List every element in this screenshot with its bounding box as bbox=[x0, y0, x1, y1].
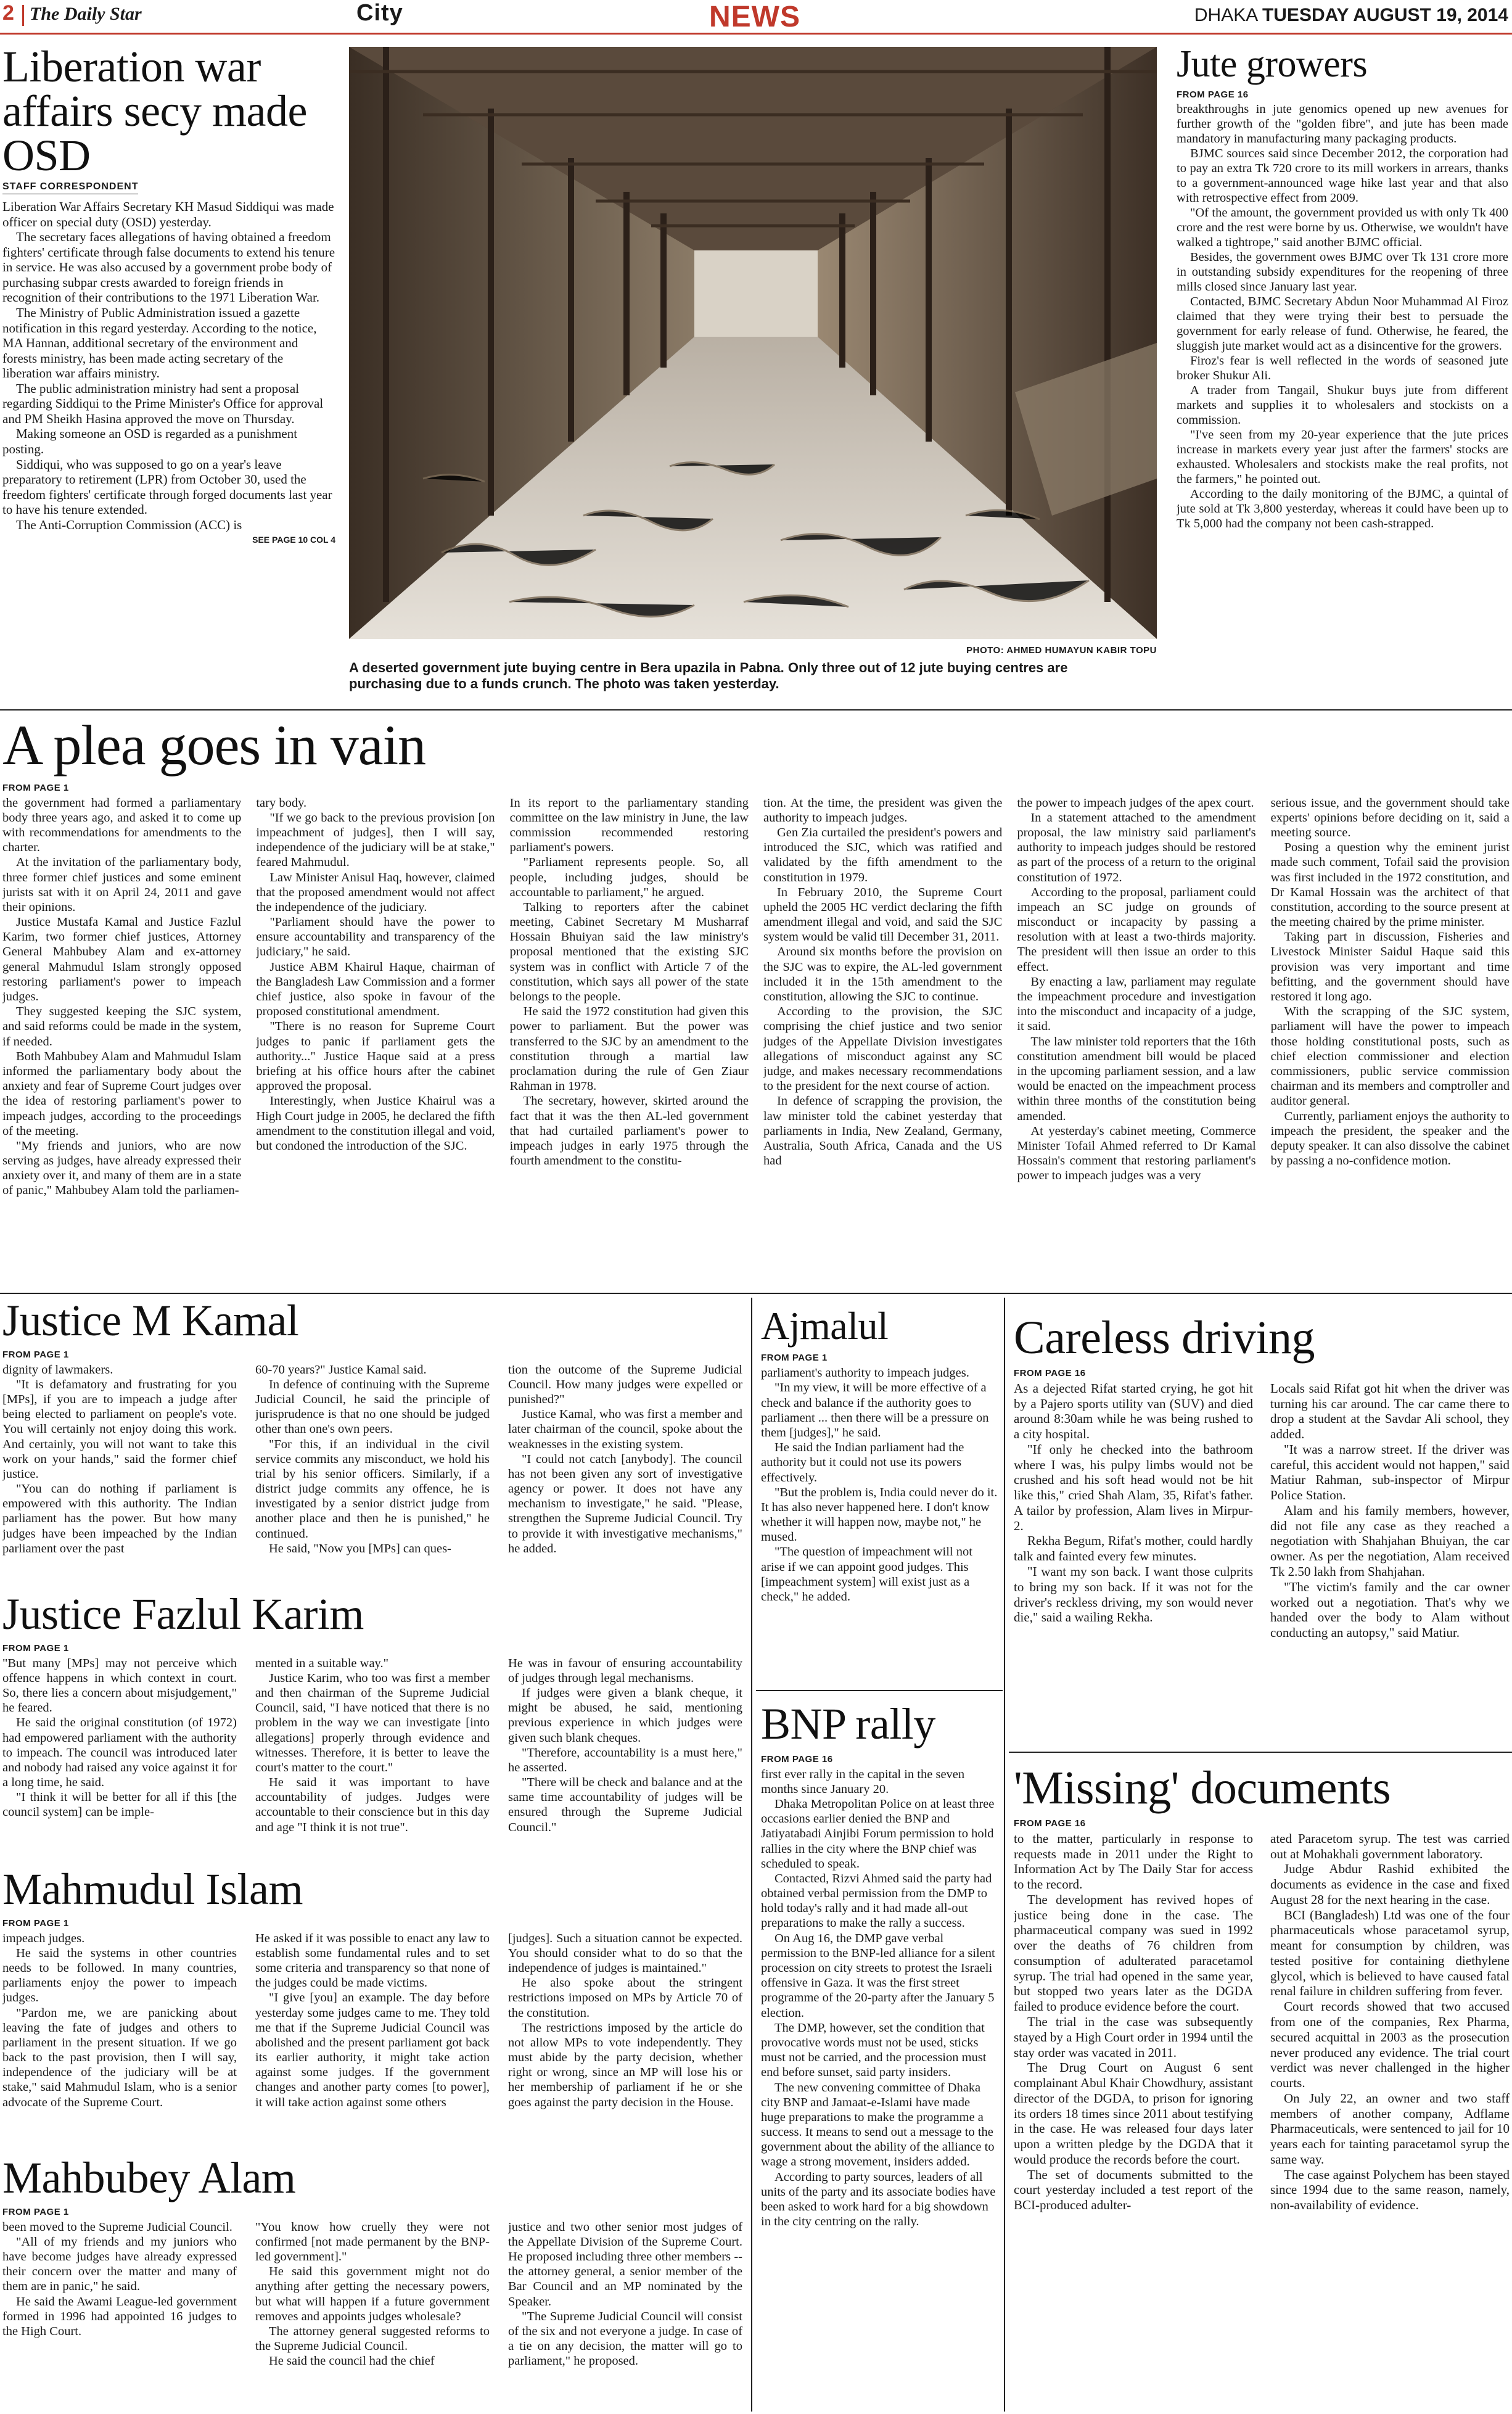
kamal-column-1 bbox=[2, 1362, 237, 1584]
paragraph: According to the proposal, parliament could impeach an SC judge on grounds of misconduct or incapacity by passing a resolution with at least a two-thirds majority. The president will then issue an order to this effect. bbox=[1017, 885, 1256, 974]
paragraph: If judges were given a blank cheque, it might be abused, he said, mentioning previous experience in which judges were given such blank cheques. bbox=[508, 1686, 742, 1745]
column-rule bbox=[751, 1298, 752, 2412]
paragraph: Currently, parliament enjoys the authority to impeach the president, the speaker and the deputy speaker. It can also dissolve the cabinet by passing a no-confidence motion. bbox=[1270, 1109, 1510, 1168]
paragraph: The new convening committee of Dhaka city BNP and Jamaat-e-Islami have made huge preparations to make the programme a success. It means to send out a message to the government about the ability of the alliance to wage a strong movement, insiders added. bbox=[761, 2080, 995, 2169]
dateline-city: DHAKA bbox=[1194, 5, 1257, 25]
warehouse-illustration bbox=[349, 47, 1157, 639]
dateline bbox=[1194, 5, 1508, 26]
paragraph: Justice Mustafa Kamal and Justice Fazlul Karim, two former chief justices, Attorney General Mahbubey Alam and ex-attorney general Mahmudul Islam strongly opposed restoring parliament's power to impeach judges. bbox=[2, 915, 242, 1004]
paragraph: "I think it will be better for all if this [the council system] can be imple- bbox=[2, 1790, 237, 1819]
kamal-column-2 bbox=[255, 1362, 490, 1584]
paragraph: The case against Polychem has been stayed since 1994 due to the same reason, namely, non-availability of evidence. bbox=[1270, 2167, 1510, 2213]
paragraph: As a dejected Rifat started crying, he got hit by a Pajero sports utility van (SUV) and died around 8:30am while he was being rushed to a city hospital. bbox=[1014, 1380, 1253, 1442]
paragraph: According to the provision, the SJC comprising the chief justice and two senior judges of the Appellate Division investigates allegations of misconduct against any SC judge, and makes necessary recommendations to the president for the next course of action. bbox=[763, 1005, 1003, 1094]
paragraph: first ever rally in the capital in the seven months since January 20. bbox=[761, 1767, 965, 1796]
headline-bnp: BNP rally bbox=[761, 1699, 935, 1749]
paragraph: The Drug Court on August 6 sent complainant Abul Khair Chowdhury, assistant director of the DGDA, to prison for ignoring its orders 18 times since 2011 about testifying in the case. He was released four days later upon a written pledge by the DGDA that it would produce the records before the court. bbox=[1014, 2060, 1253, 2167]
paragraph: He said it was important to have accountability of judges. Judges were accountable to their conscience but in this day and age "I think it is not true". bbox=[255, 1776, 490, 1834]
islam-columns bbox=[2, 1931, 742, 2147]
jute-centre-photo bbox=[349, 47, 1157, 639]
paragraph: "There is no reason for Supreme Court judges to panic if parliament gets the authority..." Justice Haque said at a press briefing at his office hours after the cabinet approved the proposal. bbox=[256, 1020, 495, 1094]
paragraph: serious issue, and the government should take experts' opinions before deciding on it, said a meeting source. bbox=[1270, 796, 1510, 839]
story-alam bbox=[2, 2155, 742, 2412]
dateline-date: TUESDAY AUGUST 19, 2014 bbox=[1262, 5, 1508, 25]
paragraph: In its report to the parliamentary standing committee on the law ministry in June, the law commission recommended restoring parliament's powers. bbox=[509, 796, 749, 855]
paragraph: They suggested keeping the SJC system, and said reforms could be made in the system, if needed. bbox=[2, 1005, 242, 1048]
paragraph: A trader from Tangail, Shukur buys jute from different markets and supplies it to wholesalers and stockists on a commission. bbox=[1177, 383, 1508, 427]
paragraph: On July 22, an owner and two staff members of another company, Adflame Pharmaceuticals, were sentenced to jail for 10 years each for tainting paracetamol syrup the same way. bbox=[1270, 2090, 1510, 2167]
kicker-careless: FROM PAGE 16 bbox=[1014, 1367, 1086, 1378]
section-divider bbox=[0, 1293, 1512, 1294]
paragraph: the government had formed a parliamentary body three years ago, and asked it to come up with recommendations for amendments to the charter. bbox=[2, 796, 242, 855]
kamal-column-3 bbox=[508, 1362, 742, 1584]
paragraph: The secretary faces allegations of having obtained a freedom fighters' certificate through false documents to extend his tenure in service. He was also accused by a government probe body of purchasing subpar crests awarded to foreign friends in recognition of their contributions to the 1971 Liberation War. bbox=[2, 229, 335, 305]
masthead-divider bbox=[22, 5, 24, 26]
paragraph: "Of the amount, the government provided us with only Tk 400 crore and the rest were borne by us. Otherwise, we wouldn't have walked a tightrope," said another BJMC official. bbox=[1177, 205, 1508, 249]
paragraph: Justice ABM Khairul Haque, chairman of the Bangladesh Law Commission and a former chief justice, also spoke in favour of the proposed constitutional amendment. bbox=[256, 960, 495, 1019]
islam-column-1 bbox=[2, 1931, 237, 2147]
story-ajmalul bbox=[761, 1305, 998, 1687]
paragraph: In defence of scrapping the provision, the law minister told the cabinet yesterday that parliaments in India, New Zealand, Germany, Australia, South Africa, Canada and the US had bbox=[763, 1094, 1003, 1168]
paragraph: At yesterday's cabinet meeting, Commerce Minister Tofail Ahmed referred to Dr Kamal Hossain's comment that restoring parliament's power to impeach judges was a very bbox=[1017, 1124, 1256, 1183]
paragraph: Alam and his family members, however, did not file any case as they reached a negotiation with Shahjahan Bhuiyan, the car owner. As per the negotiation, Alam received Tk 2.50 lakh from Shahjahan. bbox=[1270, 1502, 1510, 1579]
paragraph: The development has revived hopes of justice being done in the case. The pharmaceutical company was sued in 1992 over the deaths of 76 children from consumption of adulterated paracetamol syrup. The trial had opened in the same year, but stopped two years later as the DGDA failed to produce evidence before the court. bbox=[1014, 1892, 1253, 2014]
headline-plea: A plea goes in vain bbox=[2, 714, 426, 777]
story-bnp bbox=[761, 1701, 998, 2410]
paragraph: He also spoke about the stringent restrictions imposed on MPs by Article 70 of the constitution. bbox=[508, 1976, 742, 2020]
byline-osd: STAFF CORRESPONDENT bbox=[2, 181, 138, 194]
paragraph: Law Minister Anisul Haq, however, claimed that the proposed amendment would not affect the independence of the judiciary. bbox=[256, 870, 495, 914]
headline-missing: 'Missing' documents bbox=[1014, 1762, 1391, 1814]
story-careless bbox=[1014, 1314, 1510, 1745]
paragraph: He said the Awami League-led government formed in 1996 had appointed 16 judges to the High Court. bbox=[2, 2294, 237, 2338]
paragraph: The public administration ministry had sent a proposal regarding Siddiqui to the Prime Minister's Office for approval and PM Sheikh Hasina approved the move on Thursday. bbox=[2, 381, 324, 426]
paragraph: Making someone an OSD is regarded as a punishment posting. bbox=[2, 426, 298, 456]
paragraph: "Therefore, accountability is a must here," he asserted. bbox=[508, 1745, 742, 1774]
paragraph: BCI (Bangladesh) Ltd was one of the four pharmaceuticals whose paracetamol syrup, meant for consumption by children, was tested positive for containing diethylene glycol, which is believed to have caused fatal renal failure in children suffering from fever. bbox=[1270, 1907, 1510, 1999]
paragraph: "I give [you] an example. The day before yesterday some judges came to me. They told me that if the Supreme Judicial Council was abolished and the present parliament got back its earlier authority, it might take action against some judges. If the government changes and another party comes [to power], it will take action against some others bbox=[255, 1991, 490, 2109]
paper-name: The Daily Star bbox=[30, 4, 142, 24]
paragraph: "You can do nothing if parliament is empowered with this authority. The Indian parliament has the power. But how many judges have been impeached by the Indian parliament over the past bbox=[2, 1482, 237, 1555]
karim-column-3 bbox=[508, 1656, 742, 1860]
islam-column-3 bbox=[508, 1931, 742, 2147]
paragraph: "In my view, it will be more effective of a check and balance if the authority goes to parliament ... then there will be a pressure on them [judges]," he said. bbox=[761, 1381, 989, 1440]
paragraph: In a statement attached to the amendment proposal, the law ministry said parliament's authority to impeach judges should be restored as part of the process of a return to the original constitution of 1972. bbox=[1017, 810, 1256, 884]
paragraph: He said, "Now you [MPs] can ques- bbox=[269, 1541, 451, 1555]
plea-column-6 bbox=[1271, 796, 1510, 1289]
kicker-ajmalul: FROM PAGE 1 bbox=[761, 1353, 828, 1364]
paragraph: Judge Abdur Rashid exhibited the documents as evidence in the case and fixed August 28 for the next hearing in the case. bbox=[1270, 1861, 1510, 1907]
story-missing bbox=[1014, 1764, 1510, 2412]
paragraph: "It is defamatory and frustrating for you [MPs], if you are to impeach a judge after being elected to parliament on people's vote. You will certainly not enjoy doing this work. And certainly, you will not want to take this work on your hands," said the former chief justice. bbox=[2, 1377, 237, 1481]
photo-caption: A deserted government jute buying centre in Bera upazila in Pabna. Only three out of 12 jute buying centres are purchasing due to a funds crunch. The photo was taken yesterday. bbox=[349, 660, 1068, 692]
continuation-osd: SEE PAGE 10 COL 4 bbox=[252, 535, 335, 545]
paragraph: "I've seen from my 20-year experience that the jute prices increase in markets every year just after the farmers' stocks are exhausted. Wholesalers and stockists make the real profits, not the farmers," he pointed out. bbox=[1177, 427, 1508, 486]
plea-columns bbox=[2, 796, 1510, 1289]
paragraph: "All of my friends and my juniors who have become judges have already expressed their concern over the matter and many of them are in panic," he said. bbox=[2, 2235, 237, 2294]
paragraph: Justice Karim, who too was first a member and then chairman of the Supreme Judicial Council, said, "I have noticed that there is no problem in the way we can investigate [into allegations] properly through evidence and witnesses. Therefore, it is better to leave the court's matter to the court." bbox=[255, 1671, 490, 1774]
paragraph: Interestingly, when Justice Khairul was a High Court judge in 2005, he declared the fifth amendment to the constitution illegal and void, but condoned the introduction of the SJC. bbox=[256, 1094, 495, 1153]
section-divider bbox=[756, 1690, 1003, 1691]
paragraph: "For this, if an individual in the civil service commits any misconduct, we hold his trial by his senior officers. Similarly, if a district judge commits any offence, he is investigated by a senior district judge from another place and then he is punished," he continued. bbox=[255, 1437, 490, 1541]
headline-ajmalul: Ajmalul bbox=[761, 1304, 889, 1348]
paragraph: Dhaka Metropolitan Police on at least three occasions earlier denied the BNP and Jatiyatabadi Ainjibi Forum permission to hold rallies in the city where the BNP chief was scheduled to speak. bbox=[761, 1797, 995, 1871]
paragraph: Liberation War Affairs Secretary KH Masud Siddiqui was made officer on special duty (OSD) yesterday. bbox=[2, 199, 334, 229]
paragraph: Gen Zia curtailed the president's powers and introduced the SJC, which was ratified and validated by the fifth amendment to the constitution in 1979. bbox=[763, 825, 1003, 884]
paragraph: BJMC sources said since December 2012, the corporation had to pay an extra Tk 720 crore to its mill workers in arrears, thanks to a government-announced wage hike last year and that also with retrospective effect from 2009. bbox=[1177, 147, 1508, 205]
paragraph: He asked if it was possible to enact any law to establish some fundamental rules and to set some criteria and transparency so that none of the judges could be made victims. bbox=[255, 1931, 490, 1990]
kicker-bnp: FROM PAGE 16 bbox=[761, 1753, 833, 1765]
paragraph: In defence of continuing with the Supreme Judicial Council, he said the principle of jurisprudence is that no one should be judged other than one's own peers. bbox=[255, 1377, 490, 1436]
paragraph: Taking part in discussion, Fisheries and Livestock Minister Saidul Haque said this provision was very important and time befitting, and the government should have restored it long ago. bbox=[1270, 930, 1510, 1004]
section-name: City bbox=[356, 0, 403, 26]
alam-column-1 bbox=[2, 2220, 237, 2411]
paragraph: The attorney general suggested reforms to the Supreme Judicial Council. bbox=[255, 2324, 490, 2354]
paragraph: The law minister told reporters that the 16th constitution amendment bill would be placed in the upcoming parliament session, and a law would be enacted on the impeachment process within three months of the constitution being amended. bbox=[1017, 1034, 1256, 1123]
missing-column-2 bbox=[1270, 1831, 1510, 2411]
alam-column-3 bbox=[508, 2220, 742, 2411]
plea-column-3 bbox=[510, 796, 749, 1289]
kicker-plea: FROM PAGE 1 bbox=[2, 782, 69, 793]
paragraph: tion. At the time, the president was given the authority to impeach judges. bbox=[763, 796, 1003, 825]
paragraph: Siddiqui, who was supposed to go on a year's leave preparatory to retirement (LPR) from October 30, used the freedom fighters' certificate through forged documents last year to have his tenure extended. bbox=[2, 456, 332, 517]
alam-column-2 bbox=[255, 2220, 490, 2411]
paragraph: Firoz's fear is well reflected in the words of seasoned jute broker Shukur Ali. bbox=[1177, 353, 1508, 382]
paragraph: According to party sources, leaders of all units of the party and its associate bodies have been asked to work hard for a big showdown in the city centring on the rally. bbox=[761, 2170, 996, 2229]
headline-alam: Mahbubey Alam bbox=[2, 2153, 296, 2202]
paragraph: the power to impeach judges of the apex court. bbox=[1017, 796, 1254, 810]
body-ajmalul bbox=[761, 1366, 998, 1604]
plea-column-1 bbox=[2, 796, 241, 1289]
paragraph: parliament's authority to impeach judges. bbox=[761, 1366, 969, 1380]
paragraph: Talking to reporters after the cabinet meeting, Cabinet Secretary M Musharraf Hossain Bhuiyan said the law ministry's proposal mentioned that the existing SJC system was in conflict with Article 7 of the constitution, which says all power of the state belongs to the people. bbox=[509, 900, 749, 1004]
paragraph: mented in a suitable way." bbox=[255, 1656, 388, 1670]
masthead bbox=[0, 0, 1512, 35]
karim-column-2 bbox=[255, 1656, 490, 1860]
section-divider bbox=[1009, 1752, 1512, 1753]
paragraph: "The victim's family and the car owner worked out a negotiation. That's why we handed over the body to Alam without conducting an autopsy," said Matiur. bbox=[1270, 1579, 1510, 1641]
paragraph: The Ministry of Public Administration issued a gazette notification in this regard yesterday. According to the notice, MA Hannan, additional secretary of the environment and forests ministry, has been made acting secretary of the liberation war affairs ministry. bbox=[2, 305, 317, 381]
paragraph: "The Supreme Judicial Council will consist of the six and not everyone a judge. In case of a tie on any decision, the matter will go to parliament," he proposed. bbox=[508, 2309, 742, 2368]
plea-column-2 bbox=[256, 796, 495, 1289]
paragraph: "If we go back to the previous provision [on impeachment of judges], then I will say, independence of the judiciary will be at stake," feared Mahmudul. bbox=[256, 810, 495, 870]
paragraph: The Anti-Corruption Commission (ACC) is bbox=[16, 517, 242, 532]
careless-column-1 bbox=[1014, 1381, 1253, 1739]
paragraph: breakthroughs in jute genomics opened up new avenues for further growth of the "golden fibre", and jute has been made mandatory in manufacturing many packaging products. bbox=[1177, 102, 1508, 146]
missing-columns bbox=[1014, 1831, 1510, 2411]
paragraph: "Parliament should have the power to ensure accountability and transparency of the judiciary," he said. bbox=[256, 915, 495, 959]
photo-block bbox=[349, 47, 1157, 701]
headline-osd: Liberation war affairs secy made OSD bbox=[2, 42, 307, 180]
paragraph: been moved to the Supreme Judicial Council. bbox=[2, 2220, 232, 2234]
body-osd bbox=[2, 199, 335, 532]
story-karim bbox=[2, 1591, 742, 1863]
paragraph: ated Paracetom syrup. The test was carried out at Mohakhali government laboratory. bbox=[1270, 1831, 1510, 1861]
paragraph: "I want my son back. I want those culprits to bring my son back. If it was not for the driver's reckless driving, my son would never die," said a wailing Rekha. bbox=[1014, 1563, 1253, 1625]
paragraph: Court records showed that two accused from one of the companies, Rex Pharma, secured acquittal in 2003 as the prosecution never produced any evidence. The trial court verdict was never challenged in the higher courts. bbox=[1270, 1999, 1510, 2091]
paragraph: He said the council had the chief bbox=[269, 2354, 435, 2368]
headline-karim: Justice Fazlul Karim bbox=[2, 1589, 364, 1639]
headline-islam: Mahmudul Islam bbox=[2, 1864, 303, 1914]
karim-columns bbox=[2, 1656, 742, 1860]
paragraph: Rekha Begum, Rifat's mother, could hardly talk and fainted every few minutes. bbox=[1014, 1533, 1253, 1564]
paragraph: The secretary, however, skirted around the fact that it was the then AL-led government that had curtailed parliament's power to impeach judges in early 1975 through the fourth amendment to the constitu- bbox=[509, 1094, 749, 1168]
paragraph: justice and two other senior most judges of the Appellate Division of the Supreme Court. He proposed including three other members -- the attorney general, a senior member of the Bar Council and an MP nominated by the Speaker. bbox=[508, 2220, 742, 2309]
paragraph: Locals said Rifat got hit when the driver was turning his car around. The car came there to drop a student at the Savdar Ali school, they added. bbox=[1270, 1380, 1510, 1442]
paragraph: Contacted, Rizvi Ahmed said the party had obtained verbal permission from the DMP to hold today's rally and it had made all-out preparations to make the rally a success. bbox=[761, 1871, 992, 1930]
story-islam bbox=[2, 1866, 742, 2150]
headline-careless: Careless driving bbox=[1014, 1312, 1315, 1364]
paragraph: At the invitation of the parliamentary body, three former chief justices and some eminent jurists sat with it on April 24, 2011 and gave their opinions. bbox=[2, 855, 242, 914]
paragraph: to the matter, particularly in response to requests made in 2011 under the Right to Information Act by The Daily Star for access to the record. bbox=[1014, 1831, 1253, 1892]
paragraph: "Pardon me, we are panicking about leaving the fate of judges and others to parliament in the present situation. If we go back to the past provision, then I will say, independence of the judiciary will be at stake," said Mahmudul Islam, who is a senior advocate of the Supreme Court. bbox=[2, 2006, 237, 2109]
story-osd bbox=[2, 44, 335, 545]
photo-credit: PHOTO: AHMED HUMAYUN KABIR TOPU bbox=[966, 645, 1157, 656]
section-label: NEWS bbox=[709, 1, 800, 33]
body-jute bbox=[1177, 102, 1508, 532]
careless-column-2 bbox=[1270, 1381, 1510, 1739]
plea-column-4 bbox=[763, 796, 1002, 1289]
story-jute bbox=[1177, 44, 1508, 532]
plea-column-5 bbox=[1017, 796, 1255, 1289]
kicker-jute: FROM PAGE 16 bbox=[1177, 89, 1249, 101]
story-plea bbox=[2, 715, 1510, 1289]
paragraph: 60-70 years?" Justice Kamal said. bbox=[255, 1362, 427, 1377]
kicker-missing: FROM PAGE 16 bbox=[1014, 1818, 1086, 1829]
paragraph: The restrictions imposed by the article do not allow MPs to vote independently. They must abide by the party decision, whether right or wrong, since an MP will lose his or her membership of parliament if he or she goes against the party decision in the House. bbox=[508, 2021, 742, 2109]
headline-kamal: Justice M Kamal bbox=[2, 1296, 299, 1345]
paragraph: tary body. bbox=[256, 796, 307, 810]
paragraph: He said this government might not do anything after getting the necessary powers, but what will happen if a future government removes and appoints judges wholesale? bbox=[255, 2265, 490, 2323]
paragraph: He said the original constitution (of 1972) had empowered parliament with the authority to impeach. The council was introduced later and nobody had raised any voice against it for a long time, he said. bbox=[2, 1716, 237, 1790]
story-kamal bbox=[2, 1298, 742, 1588]
paragraph: "But the problem is, India could never do it. It has also never happened here. I don't know whether it will happen now, maybe not," he mused. bbox=[761, 1485, 998, 1544]
paragraph: He said the systems in other countries needs to be followed. In many countries, parliaments enjoy the power to impeach judges. bbox=[2, 1946, 237, 2005]
paragraph: dignity of lawmakers. bbox=[2, 1362, 113, 1377]
missing-column-1 bbox=[1014, 1831, 1253, 2411]
paragraph: "Parliament represents people. So, all people, including judges, should be accountable to parliament," he argued. bbox=[509, 855, 749, 899]
headline-jute: Jute growers bbox=[1177, 43, 1368, 85]
paragraph: "My friends and juniors, who are now serving as judges, have already expressed their anxiety over it, and many of them are in a state of panic," Mahbubey Alam told the parliamen- bbox=[2, 1139, 242, 1198]
paragraph: He was in favour of ensuring accountability of judges through legal mechanisms. bbox=[508, 1656, 742, 1685]
body-bnp bbox=[761, 1767, 998, 2230]
paragraph: According to the daily monitoring of the BJMC, a quintal of jute sold at Tk 3,800 yesterday, whereas it could have been up to Tk 5,000 had the company not been cash-strapped. bbox=[1177, 487, 1508, 530]
paragraph: With the scrapping of the SJC system, parliament will have the power to impeach those holding constitutional posts, such as chief election commissioner and election commissioners, public service commission chairman and its members and comptroller and auditor general. bbox=[1270, 1005, 1510, 1108]
paragraph: Posing a question why the eminent jurist made such comment, Tofail said the provision was first included in the 1972 constitution, and Dr Kamal Hossain was the architect of that constitution, according to the source present at the meeting chaired by the prime minister. bbox=[1270, 841, 1510, 929]
paragraph: "The question of impeachment will not arise if we can appoint good judges. This [impeachment system] will exist just as a check," he added. bbox=[761, 1545, 972, 1604]
paragraph: The set of documents submitted to the court yesterday included a test report of the BCI-produced adulter- bbox=[1014, 2167, 1253, 2213]
karim-column-1 bbox=[2, 1656, 237, 1860]
paragraph: He said the 1972 constitution had given this power to parliament. But the power was transferred to the SJC by an amendment to the constitution through a martial law proclamation during the rule of Gen Ziaur Rahman in 1978. bbox=[509, 1005, 749, 1094]
paragraph: By enacting a law, parliament may regulate the impeachment procedure and investigation into the misconduct and incapacity of a judge, it said. bbox=[1017, 974, 1256, 1034]
paragraph: "There will be check and balance and at the same time accountability of judges will be ensured through the Supreme Judicial Council." bbox=[508, 1776, 742, 1834]
column-rule bbox=[1004, 1298, 1005, 2412]
paragraph: "You know how cruelly they were not confirmed [not made permanent by the BNP-led government]." bbox=[255, 2220, 490, 2264]
islam-column-2 bbox=[255, 1931, 490, 2147]
paragraph: "I could not catch [anybody]. The council has not been given any sort of investigative agency or power. It does not have any mechanism to investigate," he said. "Please, strengthen the Supreme Judicial Council. Try to provide it with investigative mechanisms," he added. bbox=[508, 1452, 742, 1555]
paragraph: "It was a narrow street. If the driver was careful, this accident would not happen," said Matiur Rahman, sub-inspector of Mirpur Police Station. bbox=[1270, 1441, 1510, 1503]
kicker-kamal: FROM PAGE 1 bbox=[2, 1349, 69, 1360]
kicker-alam: FROM PAGE 1 bbox=[2, 2206, 69, 2217]
paragraph: Around six months before the provision on the SJC was to expire, the AL-led government included it in the 15th amendment to the constitution, allowing the SJC to continue. bbox=[763, 945, 1003, 1004]
paragraph: He said the Indian parliament had the authority but it could not use its powers effectively. bbox=[761, 1441, 964, 1485]
paragraph: tion the outcome of the Supreme Judicial Council. How many judges were expelled or punished?" bbox=[508, 1362, 742, 1406]
paragraph: Besides, the government owes BJMC over Tk 131 crore more in outstanding subsidy expenditures for the reopening of three mills closed since January last year. bbox=[1177, 250, 1508, 294]
paragraph: "But many [MPs] may not perceive which offence happens in which context in court. So, there lies a concern about misjudgement," he feared. bbox=[2, 1656, 237, 1715]
paragraph: Both Mahbubey Alam and Mahmudul Islam informed the parliamentary body about the anxiety and fear of Supreme Court judges over the idea of restoring parliament's power to impeach judges, according to the proceedings of the meeting. bbox=[2, 1049, 242, 1138]
careless-columns bbox=[1014, 1381, 1510, 1739]
kicker-karim: FROM PAGE 1 bbox=[2, 1642, 69, 1654]
paragraph: Justice Kamal, who was first a member and later chairman of the council, spoke about the weaknesses in the existing system. bbox=[508, 1407, 742, 1451]
paragraph: impeach judges. bbox=[2, 1931, 85, 1945]
paragraph: The DMP, however, set the condition that provocative words must not be used, sticks must not be carried, and the procession must end before sunset, said party insiders. bbox=[761, 2021, 987, 2080]
kicker-islam: FROM PAGE 1 bbox=[2, 1918, 69, 1929]
paragraph: The trial in the case was subsequently stayed by a High Court order in 1994 until the stay order was vacated in 2011. bbox=[1014, 2014, 1253, 2060]
alam-columns bbox=[2, 2220, 742, 2411]
paragraph: In February 2010, the Supreme Court upheld the 2005 HC verdict declaring the fifth amendment illegal and void, and said the SJC system would be valid till December 31, 2011. bbox=[763, 885, 1003, 944]
paragraph: [judges]. Such a situation cannot be expected. You should consider what to do so that the independence of judges is maintained." bbox=[508, 1931, 742, 1975]
section-divider bbox=[0, 709, 1512, 711]
paragraph: "If only he checked into the bathroom where I was, his pulpy limbs would not be crushed and his soft head would not be hit like this," cried Shah Alam, 35, Rifat's father. A tailor by profession, Alam lives in Mirpur-2. bbox=[1014, 1441, 1253, 1533]
kamal-columns bbox=[2, 1362, 742, 1584]
paragraph: On Aug 16, the DMP gave verbal permission to the BNP-led alliance for a silent procession on city streets to protest the Israeli offensive in Gaza. It was the first street programme of the 20-party after the January 5 election. bbox=[761, 1931, 995, 2020]
paragraph: Contacted, BJMC Secretary Abdun Noor Muhammad Al Firoz claimed that they were trying their best to persuade the government for early release of fund. Otherwise, he feared, the sluggish jute market would act as a disincentive for the growers. bbox=[1177, 294, 1508, 353]
page-number: 2 bbox=[2, 1, 14, 25]
